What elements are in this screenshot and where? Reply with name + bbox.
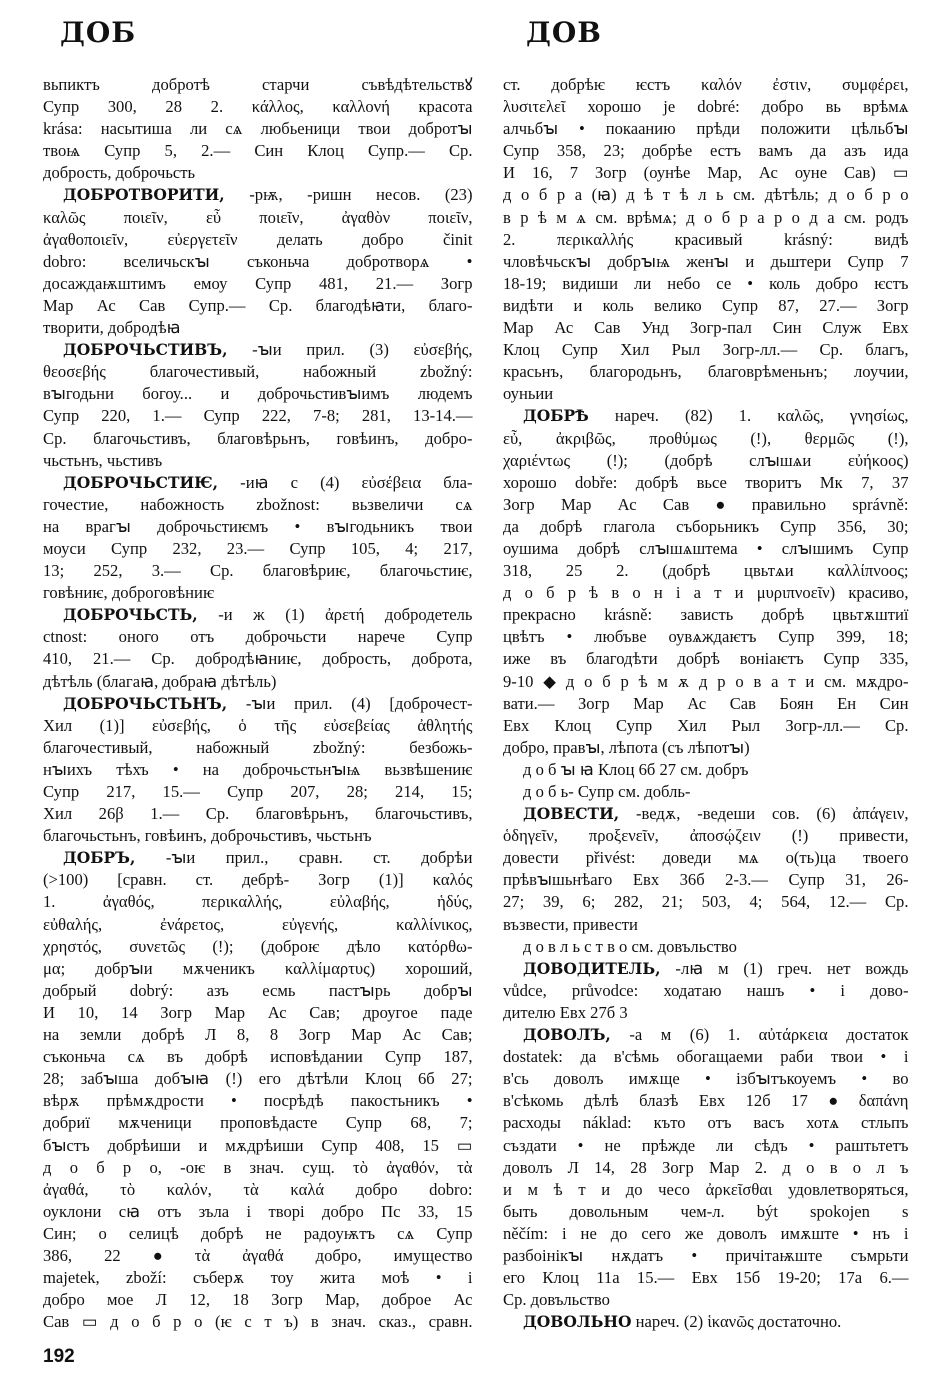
dictionary-line: вѣрѫ прѣмѫдрости • посрѣдѣ пакостьникъ • <box>43 1091 473 1111</box>
dictionary-line: εὖ, ἀκριβῶς, προθύμως (!), θερμῶς (!), <box>503 428 909 448</box>
dictionary-line: иже въ благодѣти добрѣ воніаѥтъ Супр 335, <box>503 649 909 669</box>
dictionary-line: д о б р ѣ в о н і а т и μυριπνοεῖν) красиво, <box>503 583 909 603</box>
page-number: 192 <box>43 1346 75 1367</box>
dictionary-line: его Клоц 11а 15.— Евх 15б 19-20; 17а 6.— <box>503 1268 909 1288</box>
dictionary-line: μα; добрꙑи мѫченикъ καλλίμαρτυς) хороший, <box>43 958 473 978</box>
entry-text: възвести, привести <box>503 914 638 934</box>
dictionary-line: вьпиктъ добротѣ старчи съвѣдѣтельствꙋ <box>43 75 473 94</box>
dictionary-line: χρηστός, συνετῶς (!); (доброѥ дѣло κατόρθω- <box>43 936 473 956</box>
entry-text: -а м (6) 1. αὐτάρκεια достаток <box>610 1025 909 1045</box>
entry-text: д о в л ь с т в о см. довъльство <box>523 936 737 956</box>
dictionary-line <box>43 317 473 339</box>
dictionary-line: 9-10 ◆ д о б р ѣ м ѫ д р о в а т и см. мѫдро- <box>503 671 909 691</box>
dictionary-line: в'сѣкомь дѣлѣ блазѣ Евх 12б 17 ● δαπάνη <box>503 1091 909 1111</box>
dictionary-line: видѣти и коль велико Супр 87, 27.— Зогр <box>503 295 909 315</box>
dictionary-line: прѣвꙑшьнѣаго Евх 36б 2-3.— Супр 31, 26- <box>503 870 909 890</box>
dictionary-line: красьнъ, благородьнъ, благоврѣменьнъ; лоучии, <box>503 362 909 382</box>
headword: ДОБРОТВОРИТИ, <box>63 185 225 205</box>
dictionary-line: λυσιτελεῖ хорошо je dobré: добро вь врѣмѧ <box>503 97 909 117</box>
dictionary-line: довести přivést: доведи мѧ о(ть)ца твоего <box>503 848 909 868</box>
left-column <box>43 74 473 1333</box>
dictionary-line: Хил (1)] εὐσεβής, ὁ τῆς εὐσεβείας ἀθλητής <box>43 715 473 735</box>
dictionary-line: Хил 26β 1.— Ср. благовѣрьнъ, благочьстивъ, <box>43 804 473 824</box>
dictionary-line: алчьбꙑ • покаанию прѣди положити цѣльбꙑ <box>503 119 909 139</box>
dictionary-line <box>43 450 473 472</box>
dictionary-line <box>503 936 909 958</box>
dictionary-line: krása: насытиша ли сѧ любьеници твои добротꙑ <box>43 119 473 139</box>
dictionary-line: разбоінікꙑ нѫдатъ • причітаѭште съмрьти <box>503 1245 909 1265</box>
entry-text: творити, добродѣꙗ <box>43 318 181 338</box>
dictionary-line: 1. ἀγαθός, περικαλλής, εὐλαβής, ἡδύς, <box>43 892 473 912</box>
dictionary-line: 318, 25 2. (добрѣ цвьтѧи καλλίπνοος; <box>503 561 909 581</box>
dictionary-line: Клоц Супр Хил Рыл Зогр-лл.— Ср. благъ, <box>503 340 909 360</box>
dictionary-line: 13; 252, 3.— Ср. благовѣриѥ, благочьстиѥ, <box>43 561 473 581</box>
dictionary-line <box>503 759 909 781</box>
dictionary-line: εὐθαλής, ἐνάρετος, εὐγενής, καλλίνικος, <box>43 914 473 934</box>
dictionary-line: на врагꙑ доброчьстиѥмъ • вꙑгодьникъ твои <box>43 516 473 536</box>
dictionary-line: бꙑстъ добрѣиши и мѫдрѣиши Супр 408, 15 ▭ <box>43 1135 473 1155</box>
headword: ДОБРѢ <box>523 406 589 426</box>
dictionary-line: расходы náklad: къто отъ васъ хотѧ стльпъ <box>503 1113 909 1133</box>
dictionary-line: быть довольным чем-л. být spokojen s <box>503 1201 909 1221</box>
dictionary-line: в'сь доволъ имѫще • ізбꙑтъкоуемъ • во <box>503 1069 909 1089</box>
dictionary-line: χαριέντως (!); (добрѣ слꙑшѧи εὐήκοος) <box>503 450 909 470</box>
entry-text: -рѭ, -ришн несов. (23) <box>224 185 473 205</box>
dictionary-line: на земли добрѣ Л 8, 8 Зогр Мар Ас Сав; <box>43 1025 473 1045</box>
dictionary-line: И 10, 14 Зогр Мар Ас Сав; дроугое паде <box>43 1002 473 1022</box>
dictionary-line: благочестивый, набожный zbožný: безбожь- <box>43 737 473 757</box>
entry-text: добрость, доброчьсть <box>43 163 196 183</box>
dictionary-line: гочестие, набожность zbožnost: вьзвеличи сѧ <box>43 494 473 514</box>
entry-text: д о б ꙑ ꙗ Клоц 6б 27 см. добръ <box>523 759 749 779</box>
dictionary-line: ὁδηγεῖν, προξενεῖν, ἀποσῴζειν (!) привести, <box>503 826 909 846</box>
dictionary-line <box>43 604 473 626</box>
dictionary-line: оушима добрѣ слꙑшѧштема • слꙑшимъ Супр <box>503 538 909 558</box>
dictionary-line: хорошо dobře: добрѣ вьсе творитъ Мк 7, 37 <box>503 472 909 492</box>
dictionary-line <box>503 1024 909 1046</box>
dictionary-line: досаждаѭштимъ емоу Супр 481, 21.— Зогр <box>43 273 473 293</box>
dictionary-line: vůdce, průvodce: ходатаю нашъ • і дово- <box>503 980 909 1000</box>
dictionary-line: dobro: вселичьскꙑ съконьча добротворѧ • <box>43 251 473 271</box>
dictionary-line: ἀγαθοποιεῖν, εὐεργετεῖν делать добро činit <box>43 229 473 249</box>
dictionary-line <box>43 847 473 869</box>
dictionary-line: ἀγαθά, τὸ καλόν, τὰ καλά добро dobro: <box>43 1179 473 1199</box>
dictionary-line: 28; забꙑша добꙑꙗ (!) его дѣтѣли Клоц 6б 27; <box>43 1069 473 1089</box>
entry-text: -лꙗ м (1) греч. нет вождь <box>660 958 909 978</box>
entry-text: нареч. (2) ἱκανῶς достаточно. <box>631 1312 842 1332</box>
entry-text: -ведѫ, -ведеши сов. (6) ἀπάγειν, <box>619 804 909 824</box>
dictionary-line <box>503 803 909 825</box>
headword: ДОВЕСТИ, <box>523 804 620 824</box>
dictionary-line: καλῶς ποιεῖν, εὖ ποιεῖν, ἀγαθὸν ποιεῖν, <box>43 207 473 227</box>
headword: ДОБРОЧЬСТЬ, <box>63 605 198 625</box>
dictionary-line: θεοσεβής благочестивый, набожный zbožný: <box>43 362 473 382</box>
dictionary-line: И 16, 7 Зогр (оунѣе Мар, Ас оуне Сав) ▭ <box>503 163 909 183</box>
headword: ДОБРОЧЬСТИѤ, <box>63 472 219 492</box>
entry-text: -ꙑи прил. (4) [доброчест- <box>227 693 473 713</box>
dictionary-line: Зогр Мар Ас Сав ● правильно správně: <box>503 494 909 514</box>
dictionary-line <box>43 339 473 361</box>
dictionary-line: něčím: і не до сего же доволъ имѫште • нъ і <box>503 1223 909 1243</box>
dictionary-line: Сав ▭ д о б р о (ѥ с т ъ) в знач. сказ., сравн. <box>43 1312 473 1332</box>
headword: ДОБРЪ, <box>63 848 136 868</box>
dictionary-line: цвѣтъ • любъве оувѧждаѥтъ Супр 399, 18; <box>503 627 909 647</box>
dictionary-line: 18-19; видиши ли небо се • коль добро ѥстъ <box>503 273 909 293</box>
dictionary-line: 27; 39, 6; 282, 21; 503, 4; 564, 12.— Ср. <box>503 892 909 912</box>
dictionary-line: създати • не прѣжде ли сѣдъ • раштьтетъ <box>503 1135 909 1155</box>
dictionary-line: доволъ Л 14, 28 Зогр Мар 2. д о в о л ъ <box>503 1157 909 1177</box>
dictionary-line: dostatek: да в'сѣмь обогащаеми раби твои • і <box>503 1047 909 1067</box>
dictionary-line: Супр 358, 23; добрѣе естъ вамъ да азъ ида <box>503 141 909 161</box>
dictionary-line <box>43 693 473 715</box>
dictionary-line: ctnost: оного отъ доброчьсти нарече Супр <box>43 627 473 647</box>
entry-text: дителю Евх 27б 3 <box>503 1002 628 1022</box>
running-head-left: ДОБ <box>60 16 137 49</box>
dictionary-line: добриї мѫченици проповѣдасте Супр 68, 7; <box>43 1113 473 1133</box>
dictionary-line: оуклони сꙗ отъ зъла і творі добро Пс 33, 15 <box>43 1201 473 1221</box>
dictionary-line: съконьча сѧ въ добрѣ исповѣдании Супр 187, <box>43 1047 473 1067</box>
dictionary-line <box>43 825 473 847</box>
dictionary-line <box>503 914 909 936</box>
dictionary-line: вꙑгодьни богоу... и доброчьстивꙑимъ людемъ <box>43 384 473 404</box>
dictionary-line <box>43 162 473 184</box>
dictionary-line: Супр 300, 28 2. κάλλος, καλλονή красота <box>43 97 473 117</box>
dictionary-line: д о б р а (ꙗ) д ѣ т ѣ л ь см. дѣтѣль; д о б р о <box>503 185 909 205</box>
entry-text: чьстьнъ, чьстивъ <box>43 450 163 470</box>
dictionary-line: 2. περικαλλής красивый krásný: видѣ <box>503 229 909 249</box>
entry-text: нареч. (82) 1. καλῶς, γνησίως, <box>588 406 909 426</box>
dictionary-line: прекрасно krásně: зависть добрѣ цвьтѫштиї <box>503 605 909 625</box>
dictionary-line: Мар Ас Сав Супр.— Ср. благодѣꙗти, благо- <box>43 295 473 315</box>
right-column <box>503 74 909 1333</box>
entry-text: -иꙗ с (4) εὐσέβεια бла- <box>218 472 473 492</box>
running-head-right: ДОВ <box>526 16 602 49</box>
headword: ДОВОДИТЕЛЬ, <box>523 958 661 978</box>
entry-text: -и ж (1) ἀρετή добродетель <box>197 605 473 625</box>
dictionary-line <box>503 1311 909 1333</box>
dictionary-line: чловѣчьскꙑ добрꙑѩ женꙑ и дьштери Супр 7 <box>503 251 909 271</box>
dictionary-line: Мар Ас Сав Унд Зогр-пал Син Служ Евх <box>503 318 909 338</box>
headword: ДОВОЛЪ, <box>523 1025 611 1045</box>
dictionary-line: majetek, zboží: съберѫ тоу жита моѣ • і <box>43 1268 473 1288</box>
dictionary-line: 410, 21.— Ср. добродѣꙗниѥ, добрость, доброта, <box>43 649 473 669</box>
dictionary-line <box>503 1289 909 1311</box>
headword: ДОБРОЧЬСТЬНЪ, <box>63 693 228 713</box>
entry-text: Ср. довъльство <box>503 1290 610 1310</box>
dictionary-line: Евх Клоц Супр Хил Рыл Зогр-лл.— Ср. <box>503 715 909 735</box>
headword: ДОБРОЧЬСТИВЪ, <box>63 340 228 360</box>
dictionary-line: ст. добрѣѥ ѥстъ καλόν ἐστιν, συμφέρει, <box>503 75 909 94</box>
dictionary-line <box>503 781 909 803</box>
dictionary-line: да добрѣ глагола съборьникъ Супр 356, 30; <box>503 516 909 536</box>
entry-text: оуньии <box>503 384 554 404</box>
dictionary-line: добро мое Л 12, 18 Зогр Мар, доброе Ас <box>43 1290 473 1310</box>
dictionary-line: (>100) [сравн. ст. дебрѣ- Зогр (1)] καλός <box>43 870 473 890</box>
entry-text: -ꙑи прил. (3) εὐσεβής, <box>227 340 473 360</box>
dictionary-line <box>43 671 473 693</box>
dictionary-line: вати.— Зогр Мар Ас Сав Боян Ен Син <box>503 693 909 713</box>
entry-text: благочьстьнъ, говѣинъ, доброчьстивъ, чьстьнъ <box>43 826 372 846</box>
entry-text: добро, правꙑ, лѣпота (съ лѣпотꙑ) <box>503 737 750 757</box>
dictionary-line: Син; о селицѣ добрѣ не радоуѭтъ сѧ Супр <box>43 1223 473 1243</box>
entry-text: д о б ь- Супр см. добль- <box>523 782 691 801</box>
dictionary-line <box>503 405 909 427</box>
dictionary-line: Ср. благочьстивъ, благовѣрьнъ, говѣинъ, добро- <box>43 428 473 448</box>
dictionary-line: Супр 217, 15.— Супр 207, 28; 214, 15; <box>43 782 473 801</box>
dictionary-line <box>503 958 909 980</box>
dictionary-line: в р ѣ м ѧ см. врѣмѧ; д о б р а р о д а см. родъ <box>503 207 909 227</box>
dictionary-line: д о б р о, -оѥ в знач. сущ. τὸ ἀγαθόν, τὰ <box>43 1157 473 1177</box>
dictionary-line: нꙑихъ тѣхъ • на доброчьстьнꙑѩ вьзвѣшениѥ <box>43 759 473 779</box>
dictionary-line <box>503 1002 909 1024</box>
entry-text: -ꙑи прил., сравн. ст. добрѣи <box>135 848 473 868</box>
dictionary-line <box>503 383 909 405</box>
dictionary-line: твоѩ Супр 5, 2.— Син Клоц Супр.— Ср. <box>43 141 473 161</box>
dictionary-line: Супр 220, 1.— Супр 222, 7-8; 281, 13-14.— <box>43 406 473 426</box>
dictionary-line: моуси Супр 232, 23.— Супр 105, 4; 217, <box>43 538 473 558</box>
entry-text: дѣтѣль (благаꙗ, добраꙗ дѣтѣль) <box>43 671 277 691</box>
entry-text: говѣниѥ, доброговѣниѥ <box>43 583 215 603</box>
dictionary-line: 386, 22 ● τὰ ἀγαθά добро, имущество <box>43 1245 473 1265</box>
dictionary-line <box>503 737 909 759</box>
dictionary-line <box>43 472 473 494</box>
dictionary-line <box>43 582 473 604</box>
dictionary-line: и м ѣ т и до чесо ἀρκεῖσθαι удовлетворяться, <box>503 1179 909 1199</box>
dictionary-line: добрый dobrý: азъ есмь пастꙑрь добрꙑ <box>43 980 473 1000</box>
dictionary-line <box>43 184 473 206</box>
headword: ДОВОЛЬНО <box>523 1312 632 1332</box>
